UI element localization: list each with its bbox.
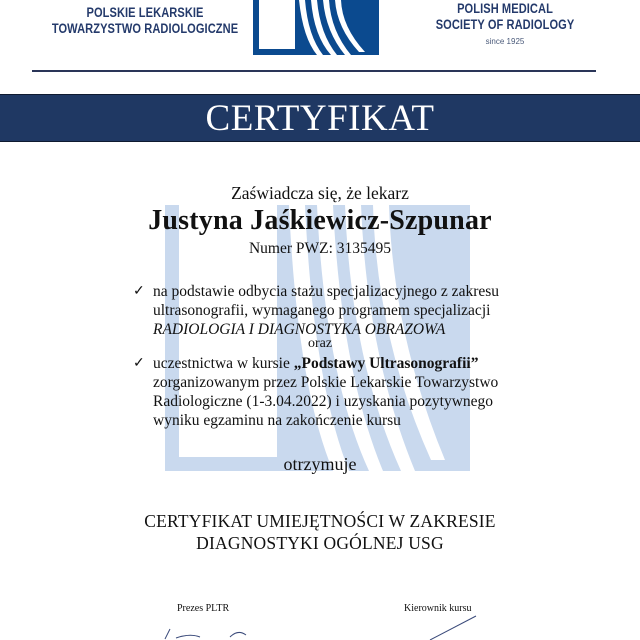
certificate-name-line2: DIAGNOSTYKI OGÓLNEJ USG bbox=[196, 533, 444, 553]
criterion-course-line2: zorganizowanym przez Polskie Lekarskie Towarzystwo bbox=[153, 374, 499, 391]
certificate-heading: CERTYFIKAT bbox=[205, 98, 435, 139]
signature-label-course-director: Kierownik kursu bbox=[404, 603, 472, 614]
criterion-course-prefix: uczestnictwa w kursie bbox=[153, 355, 294, 372]
criterion-internship-line1: na podstawie odbycia stażu specjalizacyjnego z zakresu bbox=[153, 283, 500, 300]
criterion-course-line3: Radiologiczne (1-3.04.2022) i uzyskania pozytywnego bbox=[153, 393, 494, 410]
receives-text: otrzymuje bbox=[283, 454, 357, 474]
recipient-name: Justyna Jaśkiewicz-Szpunar bbox=[148, 205, 492, 236]
signature-course-director-icon bbox=[410, 614, 480, 640]
org-name-english-line1: POLISH MEDICAL bbox=[457, 1, 553, 16]
certificate-name-line1: CERTYFIKAT UMIEJĘTNOŚCI W ZAKRESIE bbox=[144, 511, 496, 531]
pwz-number: Numer PWZ: 3135495 bbox=[248, 240, 392, 257]
founded-year: since 1925 bbox=[485, 37, 525, 46]
org-name-polish-line1: POLSKIE LEKARSKIE bbox=[86, 5, 204, 20]
criterion-internship-text bbox=[153, 282, 573, 339]
certificate-name bbox=[0, 510, 640, 554]
criterion-course-text bbox=[153, 354, 573, 430]
criterion-course-line4: wyniku egzaminu na zakończenie kursu bbox=[153, 412, 401, 429]
signature-label-president: Prezes PLTR bbox=[177, 603, 230, 614]
course-name: „Podstawy Ultrasonografii” bbox=[293, 355, 479, 372]
signature-president-icon bbox=[150, 625, 270, 640]
org-name-polish-line2: TOWARZYSTWO RADIOLOGICZNE bbox=[51, 21, 239, 36]
org-name-english-line2: SOCIETY OF RADIOLOGY bbox=[435, 17, 575, 32]
criterion-internship-line2: ultrasonografii, wymaganego programem specjalizacji bbox=[153, 302, 491, 319]
check-icon: ✓ bbox=[133, 356, 145, 371]
check-icon: ✓ bbox=[133, 284, 145, 299]
specialization-name: RADIOLOGIA I DIAGNOSTYKA OBRAZOWA bbox=[153, 321, 446, 338]
conjunction-text: oraz bbox=[307, 336, 333, 351]
intro-text: Zaświadcza się, że lekarz bbox=[231, 183, 409, 203]
